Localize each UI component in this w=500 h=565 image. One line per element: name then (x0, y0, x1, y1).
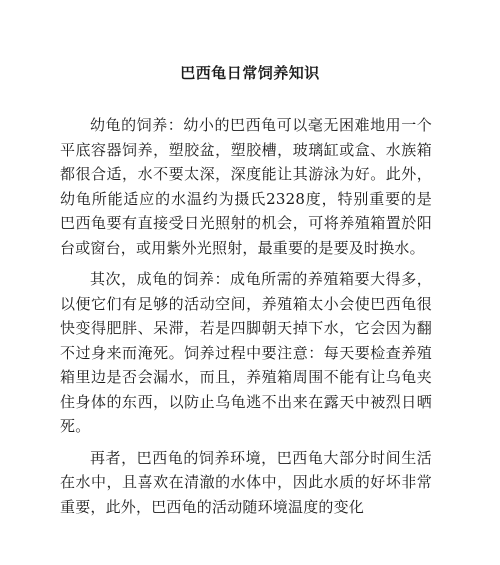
paragraph-young-turtle-care: 幼龟的饲养：幼小的巴西龟可以毫无困难地用一个平底容器饲养，塑胶盆，塑胶槽，玻璃缸或盒、水族箱都很合适，水不要太深，深度能让其游泳为好。此外，幼龟所能适应的水温约为摄氏2328度，特别重要的是巴西龟要有直接受日光照射的机会，可将养殖箱置於阳台或窗台，或用紫外光照射，最重要的是要及时换水。 (60, 116, 432, 257)
paragraph-environment: 再者，巴西龟的饲养环境，巴西龟大部分时间生活在水中，且喜欢在清澈的水体中，因此水质的好坏非常重要，此外，巴西龟的活动随环境温度的变化 (60, 448, 432, 516)
paragraph-adult-turtle-care: 其次，成龟的饲养：成龟所需的养殖箱要大得多，以便它们有足够的活动空间，养殖箱太小会使巴西龟很快变得肥胖、呆滞，若是四脚朝天掉下水，它会因为翻不过身来而淹死。饲养过程中要注意：每天要检查养殖箱里边是否会漏水，而且，养殖箱周围不能有让乌龟夹住身体的东西，以防止乌龟逃不出来在露天中被烈日晒死。 (60, 270, 432, 435)
document-title: 巴西龟日常饲养知识 (180, 64, 320, 82)
document-body (60, 113, 432, 519)
